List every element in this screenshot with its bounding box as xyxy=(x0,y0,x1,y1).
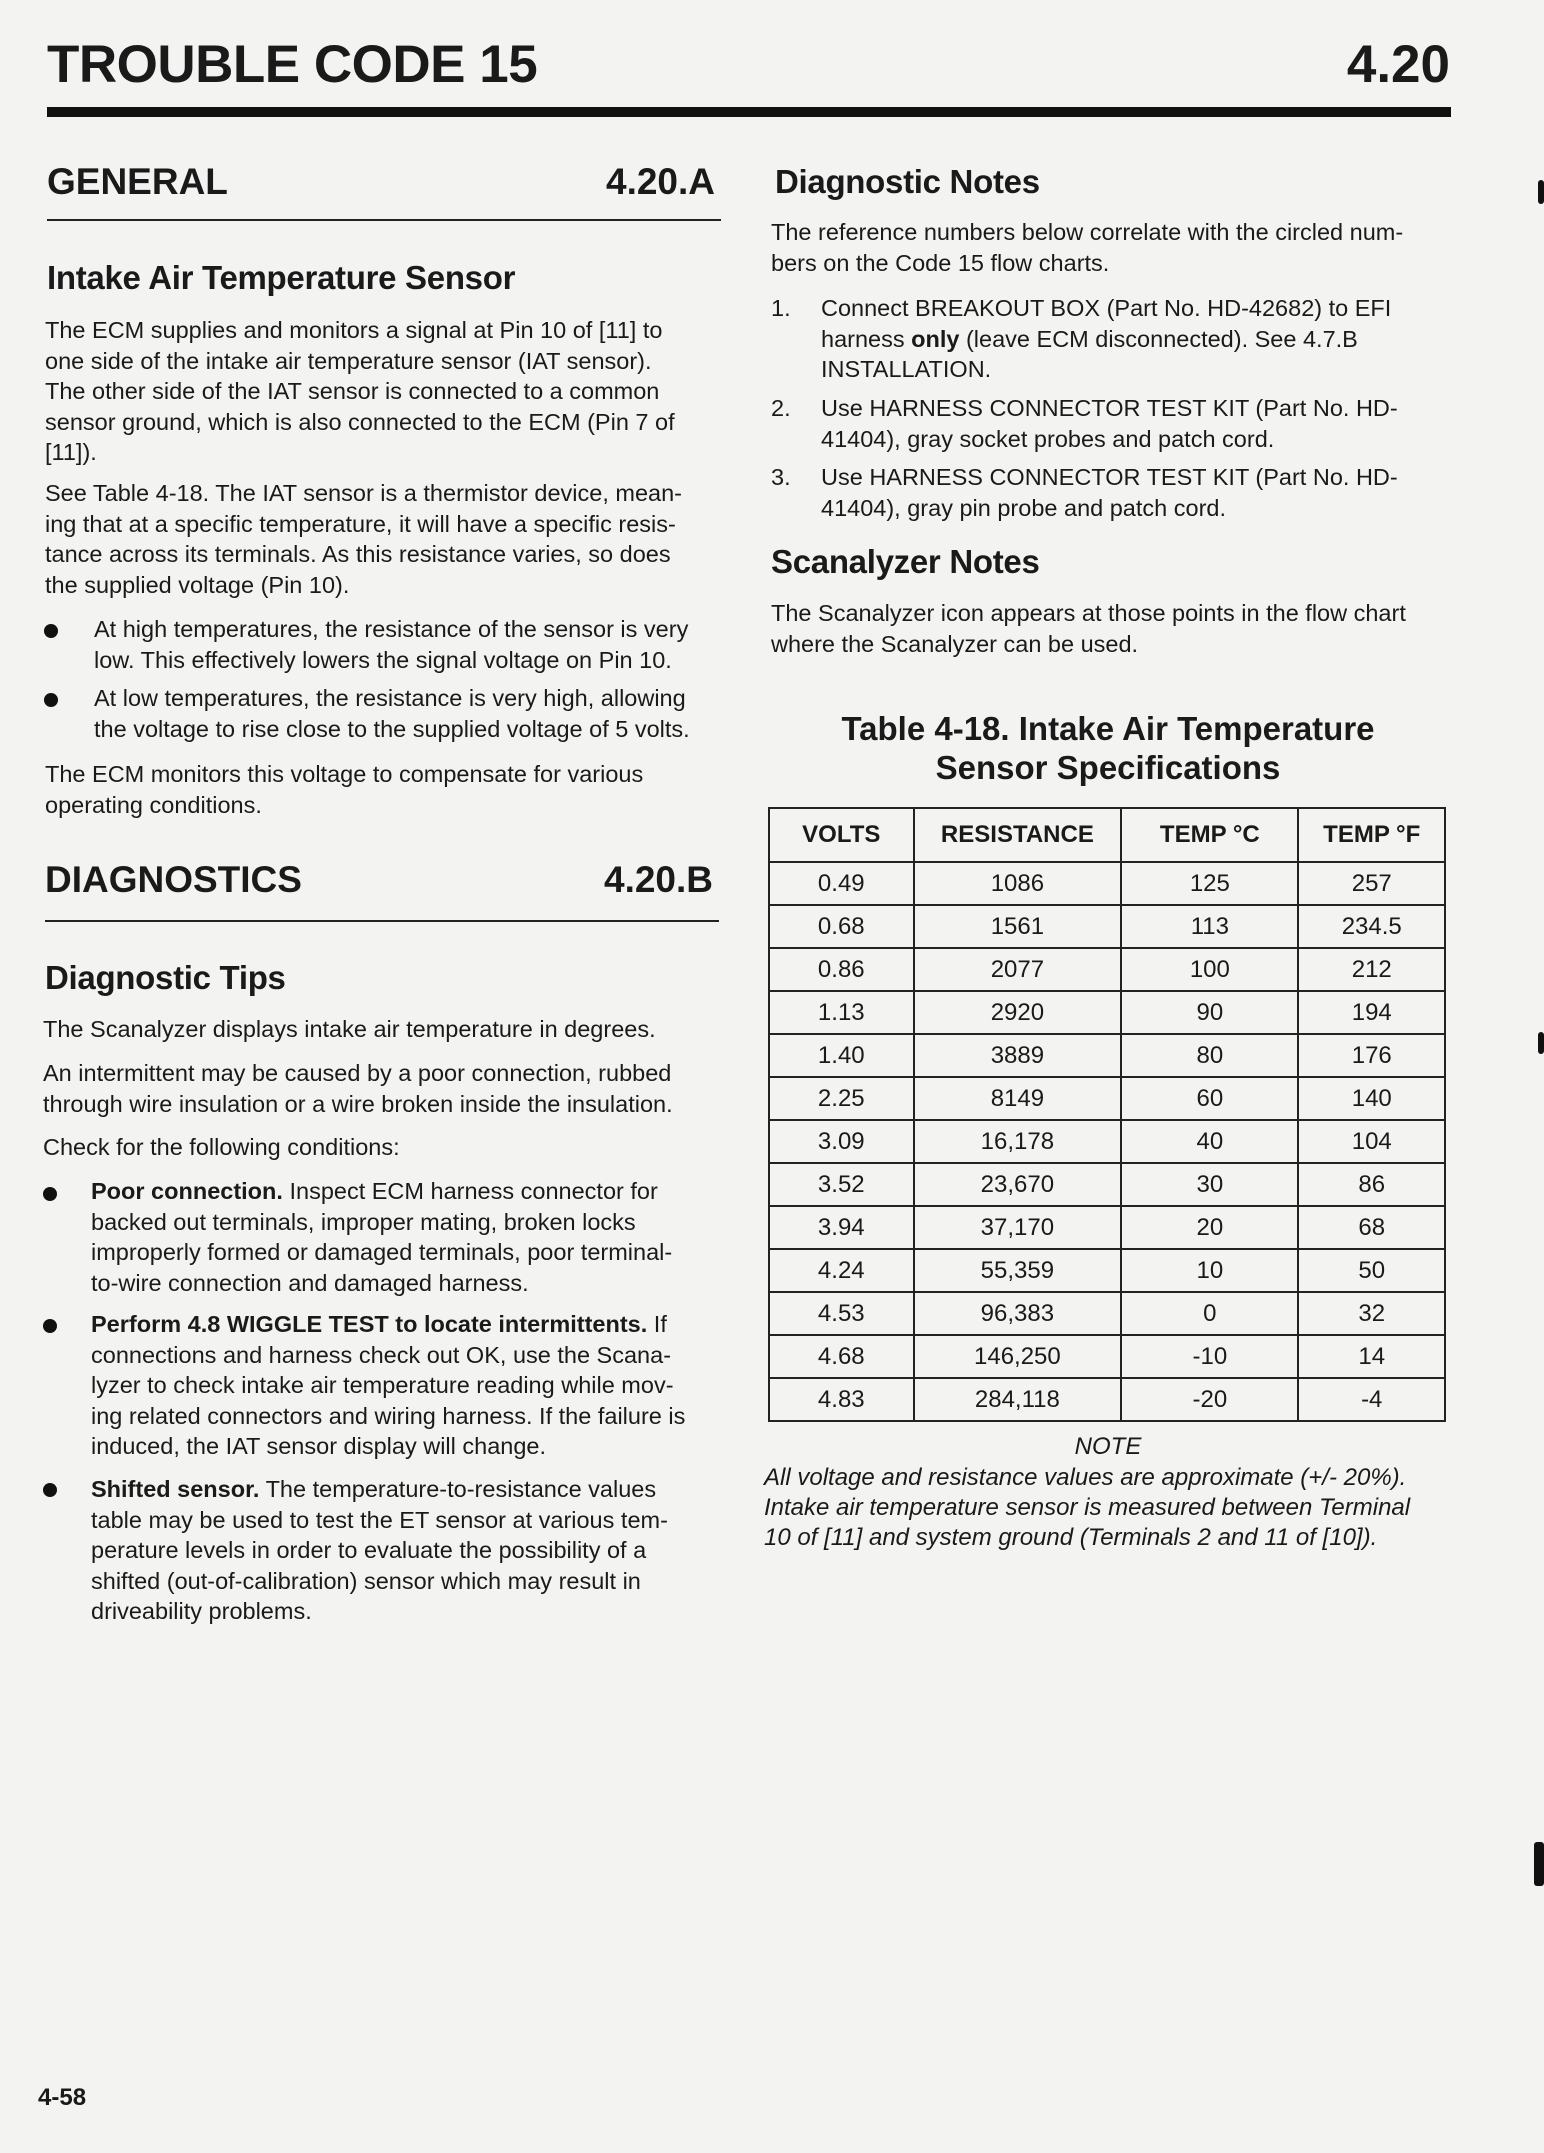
table-cell: 194 xyxy=(1298,991,1445,1034)
table-row xyxy=(769,1163,1445,1206)
text-line: Connect BREAKOUT BOX (Part No. HD-42682) to EFI xyxy=(821,295,1392,321)
table-cell: 4.24 xyxy=(769,1249,914,1292)
table-cell: 32 xyxy=(1298,1292,1445,1335)
text-line: Sensor Specifications xyxy=(935,749,1281,786)
diagnostics-section-number: 4.20.B xyxy=(604,859,714,900)
table-cell: 4.53 xyxy=(769,1292,914,1335)
text-line: 41404), gray pin probe and patch cord. xyxy=(821,494,1226,521)
tips-paragraph-3: Check for the following conditions: xyxy=(43,1134,400,1160)
bullet-icon xyxy=(43,1319,57,1333)
text-line: ing that at a specific temperature, it will have a specific resis- xyxy=(45,510,676,537)
table-cell: 3889 xyxy=(914,1034,1122,1077)
table-row xyxy=(769,1206,1445,1249)
table-cell: -4 xyxy=(1298,1378,1445,1421)
text-span: harness xyxy=(821,325,912,352)
bullet-icon xyxy=(44,693,58,707)
table-cell: 0.49 xyxy=(769,862,914,905)
table-cell: 23,670 xyxy=(914,1163,1122,1206)
text-line: See Table 4-18. The IAT sensor is a thermistor device, mean- xyxy=(45,480,682,506)
table-cell: 0.68 xyxy=(769,905,914,948)
list-number: 3. xyxy=(771,464,791,490)
table-cell: 60 xyxy=(1121,1077,1298,1120)
text-span: The temperature-to-resistance values xyxy=(259,1476,657,1502)
table-cell: 2920 xyxy=(914,991,1122,1034)
table-header-row xyxy=(769,808,1445,862)
text-line: The Scanalyzer icon appears at those points in the flow chart xyxy=(771,600,1406,626)
wiggle-test-bullet xyxy=(91,1309,721,1462)
text-line: Intake air temperature sensor is measured between Terminal xyxy=(764,1494,1411,1521)
table-cell: 1.13 xyxy=(769,991,914,1034)
table-cell: -10 xyxy=(1121,1335,1298,1378)
table-cell: 146,250 xyxy=(914,1335,1122,1378)
table-cell: 2077 xyxy=(914,948,1122,991)
text-line: Use HARNESS CONNECTOR TEST KIT (Part No. HD- xyxy=(821,395,1398,421)
bullet-icon xyxy=(43,1187,57,1201)
table-cell: 40 xyxy=(1121,1120,1298,1163)
iat-sensor-heading: Intake Air Temperature Sensor xyxy=(47,259,516,296)
table-cell: 50 xyxy=(1298,1249,1445,1292)
table-cell: 90 xyxy=(1121,991,1298,1034)
table-cell: 86 xyxy=(1298,1163,1445,1206)
table-cell: 14 xyxy=(1298,1335,1445,1378)
table-cell: 4.83 xyxy=(769,1378,914,1421)
bullet-icon xyxy=(43,1483,57,1497)
table-row xyxy=(769,905,1445,948)
text-line: The reference numbers below correlate with the circled num- xyxy=(771,219,1404,245)
diagnostic-notes-intro xyxy=(771,217,1451,278)
table-row xyxy=(769,1378,1445,1421)
text-line: The other side of the IAT sensor is connected to a common xyxy=(45,378,660,404)
bullet-icon xyxy=(44,624,58,638)
text-line: bers on the Code 15 flow charts. xyxy=(771,249,1110,276)
text-line: 41404), gray socket probes and patch cord. xyxy=(821,425,1275,452)
bold-label: Poor connection. xyxy=(91,1178,283,1204)
table-cell: 257 xyxy=(1298,862,1445,905)
text-line: An intermittent may be caused by a poor connection, rubbed xyxy=(43,1060,672,1086)
text-line: Use HARNESS CONNECTOR TEST KIT (Part No. HD- xyxy=(821,464,1398,490)
text-line: INSTALLATION. xyxy=(821,356,992,382)
table-cell: 0.86 xyxy=(769,948,914,991)
general-heading: GENERAL xyxy=(47,161,228,202)
text-line: table may be used to test the ET sensor at various tem- xyxy=(91,1506,668,1533)
diagnostic-tips-heading: Diagnostic Tips xyxy=(45,959,286,996)
list-item xyxy=(821,462,1451,523)
bold-label: Shifted sensor. xyxy=(91,1476,260,1502)
table-cell: 3.52 xyxy=(769,1163,914,1206)
table-row xyxy=(769,1077,1445,1120)
column-header: RESISTANCE xyxy=(914,808,1122,862)
text-line: At low temperatures, the resistance is very high, allowing xyxy=(94,685,686,711)
ecm-monitor-paragraph xyxy=(45,759,723,820)
table-cell: 234.5 xyxy=(1298,905,1445,948)
column-header: VOLTS xyxy=(769,808,914,862)
shifted-sensor-bullet xyxy=(91,1474,721,1627)
table-row xyxy=(769,862,1445,905)
table-cell: 176 xyxy=(1298,1034,1445,1077)
table-cell: 125 xyxy=(1121,862,1298,905)
table-cell: 20 xyxy=(1121,1206,1298,1249)
text-line: the supplied voltage (Pin 10). xyxy=(45,571,350,598)
table-row xyxy=(769,1120,1445,1163)
table-cell: 55,359 xyxy=(914,1249,1122,1292)
bold-label: Perform 4.8 WIGGLE TEST to locate intermittents. xyxy=(91,1311,648,1337)
text-span: Inspect ECM harness connector for xyxy=(282,1178,658,1204)
low-temp-bullet xyxy=(94,683,722,744)
text-line: through wire insulation or a wire broken inside the insulation. xyxy=(43,1090,673,1117)
text-line: low. This effectively lowers the signal voltage on Pin 10. xyxy=(94,646,672,673)
table-cell: 96,383 xyxy=(914,1292,1122,1335)
column-header: TEMP °F xyxy=(1298,808,1445,862)
text-line: connections and harness check out OK, use the Scana- xyxy=(91,1341,672,1368)
table-title xyxy=(768,709,1448,787)
text-line: one side of the intake air temperature sensor (IAT sensor). xyxy=(45,347,652,374)
diagnostic-notes-heading: Diagnostic Notes xyxy=(775,163,1040,200)
table-cell: 8149 xyxy=(914,1077,1122,1120)
table-cell: 0 xyxy=(1121,1292,1298,1335)
table-cell: 113 xyxy=(1121,905,1298,948)
table-cell: 80 xyxy=(1121,1034,1298,1077)
general-section-number: 4.20.A xyxy=(606,161,716,202)
text-line: improperly formed or damaged terminals, poor terminal- xyxy=(91,1239,673,1265)
diagnostics-rule xyxy=(45,920,719,922)
table-cell: 284,118 xyxy=(914,1378,1122,1421)
header-rule xyxy=(47,107,1451,117)
text-line: tance across its terminals. As this resistance varies, so does xyxy=(45,541,671,567)
table-row xyxy=(769,1292,1445,1335)
table-cell: 1.40 xyxy=(769,1034,914,1077)
iat-spec-table xyxy=(768,807,1446,1422)
text-line: The ECM supplies and monitors a signal at Pin 10 of [11] to xyxy=(45,317,663,343)
note-heading: NOTE xyxy=(1074,1433,1142,1460)
text-line: driveability problems. xyxy=(91,1598,312,1624)
table-row xyxy=(769,1335,1445,1378)
table-cell: 1561 xyxy=(914,905,1122,948)
tips-paragraph-2 xyxy=(43,1058,723,1119)
list-item xyxy=(821,393,1451,454)
text-line: All voltage and resistance values are approximate (+/- 20%). xyxy=(764,1464,1407,1491)
text-line: to-wire connection and damaged harness. xyxy=(91,1269,529,1296)
table-row xyxy=(769,1249,1445,1292)
text-line: backed out terminals, improper mating, broken locks xyxy=(91,1208,636,1235)
table-cell: 3.09 xyxy=(769,1120,914,1163)
text-line: the voltage to rise close to the supplied voltage of 5 volts. xyxy=(94,715,690,742)
bold-label: only xyxy=(911,325,960,352)
text-line: sensor ground, which is also connected to the ECM (Pin 7 of xyxy=(45,408,675,435)
general-rule xyxy=(47,219,721,221)
scanalyzer-notes-text xyxy=(771,598,1451,659)
text-line: induced, the IAT sensor display will change. xyxy=(91,1433,547,1459)
list-number: 1. xyxy=(771,295,791,321)
table-cell: 68 xyxy=(1298,1206,1445,1249)
table-cell: 30 xyxy=(1121,1163,1298,1206)
text-line: 10 of [11] and system ground (Terminals 2 and 11 of [10]). xyxy=(764,1524,1378,1551)
text-line: where the Scanalyzer can be used. xyxy=(771,630,1139,657)
table-cell: 37,170 xyxy=(914,1206,1122,1249)
table-cell: 2.25 xyxy=(769,1077,914,1120)
table-row xyxy=(769,1034,1445,1077)
table-cell: 3.94 xyxy=(769,1206,914,1249)
table-cell: 100 xyxy=(1121,948,1298,991)
table-cell: -20 xyxy=(1121,1378,1298,1421)
table-row xyxy=(769,948,1445,991)
text-span: If xyxy=(647,1311,667,1337)
iat-paragraph-1 xyxy=(45,315,723,468)
text-line: [11]). xyxy=(45,439,97,465)
table-cell: 104 xyxy=(1298,1120,1445,1163)
text-line: perature levels in order to evaluate the possibility of a xyxy=(91,1537,647,1563)
text-line: The ECM monitors this voltage to compensate for various xyxy=(45,761,644,787)
table-row xyxy=(769,991,1445,1034)
text-line: ing related connectors and wiring harness. If the failure is xyxy=(91,1402,686,1429)
iat-paragraph-2 xyxy=(45,478,723,600)
text-line: Table 4-18. Intake Air Temperature xyxy=(841,710,1375,747)
scanalyzer-notes-heading: Scanalyzer Notes xyxy=(771,543,1040,580)
poor-connection-bullet xyxy=(91,1176,721,1298)
list-item xyxy=(821,293,1451,385)
section-code: 4.20 xyxy=(1346,35,1450,94)
table-cell: 10 xyxy=(1121,1249,1298,1292)
text-line: operating conditions. xyxy=(45,791,262,818)
text-line: lyzer to check intake air temperature reading while mov- xyxy=(91,1372,674,1398)
table-cell: 1086 xyxy=(914,862,1122,905)
high-temp-bullet xyxy=(94,614,722,675)
tips-paragraph-1: The Scanalyzer displays intake air temperature in degrees. xyxy=(43,1016,656,1042)
edge-mark xyxy=(1538,180,1544,204)
list-number: 2. xyxy=(771,395,791,421)
table-cell: 16,178 xyxy=(914,1120,1122,1163)
table-cell: 140 xyxy=(1298,1077,1445,1120)
page-title: TROUBLE CODE 15 xyxy=(47,35,538,94)
page-number: 4-58 xyxy=(38,2084,87,2111)
column-header: TEMP °C xyxy=(1121,808,1298,862)
table-cell: 212 xyxy=(1298,948,1445,991)
edge-mark xyxy=(1538,1032,1544,1054)
edge-mark xyxy=(1534,1842,1544,1886)
diagnostics-heading: DIAGNOSTICS xyxy=(45,859,302,900)
text-span: (leave ECM disconnected). See 4.7.B xyxy=(959,325,1358,352)
note-body xyxy=(764,1463,1454,1553)
text-line: At high temperatures, the resistance of the sensor is very xyxy=(94,616,689,642)
table-cell: 4.68 xyxy=(769,1335,914,1378)
text-line: shifted (out-of-calibration) sensor which may result in xyxy=(91,1567,641,1594)
